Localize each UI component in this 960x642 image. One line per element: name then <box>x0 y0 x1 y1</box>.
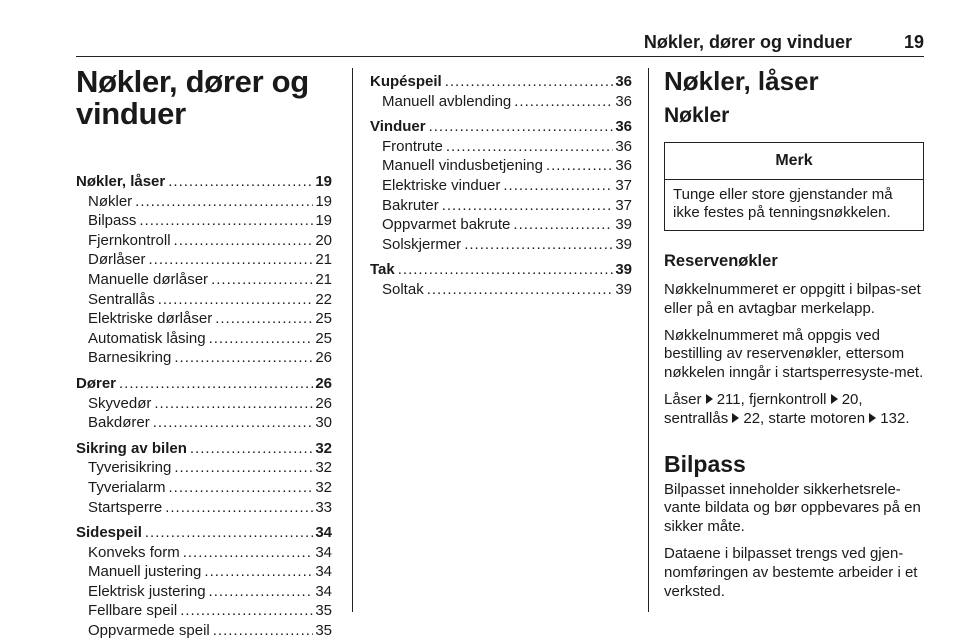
toc-entry-label: Fjernkontroll <box>88 231 171 249</box>
toc-entry <box>76 543 332 563</box>
toc-leader-dots <box>514 92 613 112</box>
toc-entry <box>76 270 332 290</box>
toc-entry-label: Manuell vindusbetjening <box>382 157 543 175</box>
toc-entry-page: 21 <box>315 270 332 288</box>
ref-page: 211, <box>716 390 745 408</box>
toc-leader-dots <box>169 478 314 498</box>
toc-entry-page: 25 <box>315 329 332 347</box>
toc-leader-dots <box>139 211 313 231</box>
chapter-title <box>76 66 332 130</box>
bilpass-heading: Bilpass <box>664 450 746 477</box>
toc-leader-dots <box>158 290 314 310</box>
toc-entry-label: Solskjermer <box>382 235 462 253</box>
toc-entry-label: Dørlåser <box>88 251 146 269</box>
toc-entry-page: 36 <box>615 73 632 90</box>
toc-leader-dots <box>135 192 313 212</box>
toc-entry-page: 32 <box>315 459 332 477</box>
toc-leader-dots <box>513 215 613 235</box>
toc-leader-dots <box>153 413 314 433</box>
toc-leader-dots <box>209 582 314 602</box>
toc-entry <box>76 348 332 368</box>
toc-entry-label: Skyvedør <box>88 394 152 412</box>
toc-entry-page: 36 <box>615 92 632 110</box>
toc-entry-label: Tak <box>370 261 395 279</box>
running-head <box>644 32 924 52</box>
chapter-title-line-1: Nøkler, dører og <box>76 64 309 99</box>
chapter-title-line-2: vinduer <box>76 96 186 131</box>
toc-entry-label: Nøkler <box>88 192 133 210</box>
header-rule <box>76 56 924 57</box>
page-ref-arrow-icon <box>869 413 876 423</box>
note-body: Tunge eller store gjenstander må ikke festes på tenningsnøkkelen. <box>673 186 893 221</box>
toc-leader-dots <box>503 176 613 196</box>
toc-entry-label: Sentrallås <box>88 290 155 308</box>
toc-entry-page: 32 <box>315 478 332 496</box>
toc-leader-dots <box>174 458 313 478</box>
toc-entry-page: 39 <box>615 216 632 234</box>
toc-entry <box>76 231 332 251</box>
toc-entry <box>76 413 332 433</box>
toc-entry <box>370 215 632 235</box>
toc-entry <box>370 280 632 300</box>
ref-page: 22, <box>743 409 765 427</box>
toc-leader-dots <box>165 498 313 518</box>
cross-references <box>664 391 928 429</box>
toc-leader-dots <box>427 280 614 300</box>
toc-entry-label: Dører <box>76 374 117 392</box>
ref-label: starte motoren <box>768 409 866 427</box>
toc-entry-page: 39 <box>615 261 632 279</box>
note-heading: Merk <box>665 143 923 180</box>
toc-entry <box>76 394 332 414</box>
reserve-keys-heading: Reservenøkler <box>664 252 778 270</box>
toc-entry-page: 36 <box>615 137 632 155</box>
toc-entry-label: Frontrute <box>382 137 443 155</box>
toc-entry-label: Sikring av bilen <box>76 439 187 457</box>
toc-entry <box>370 196 632 216</box>
toc-entry-label: Startsperre <box>88 498 163 516</box>
toc-entry-label: Bakdører <box>88 414 150 432</box>
toc-entry <box>76 309 332 329</box>
toc-entry-page: 22 <box>315 290 332 308</box>
toc-entry-page: 39 <box>615 235 632 253</box>
page-ref-arrow-icon <box>706 394 713 404</box>
toc-leader-dots <box>546 156 613 176</box>
toc-entry-page: 35 <box>315 622 332 640</box>
toc-entry-label: Bilpass <box>88 212 137 230</box>
toc-entry-label: Soltak <box>382 280 424 298</box>
toc-chapter-entry <box>76 523 332 543</box>
toc-leader-dots <box>209 329 314 349</box>
toc-entry-page: 37 <box>615 176 632 194</box>
toc-entry-label: Manuell avblending <box>382 92 512 110</box>
toc-entry-page: 34 <box>315 524 332 542</box>
toc-entry <box>76 562 332 582</box>
note-box <box>664 142 924 231</box>
section-title: Nøkler, låser <box>664 66 819 96</box>
toc-leader-dots <box>215 309 313 329</box>
toc-entry-page: 35 <box>315 602 332 620</box>
toc-leader-dots <box>398 260 614 280</box>
toc-entry <box>370 176 632 196</box>
toc-entry-page: 26 <box>315 394 332 412</box>
toc-entry-page: 34 <box>315 563 332 581</box>
toc-leader-dots <box>190 439 313 459</box>
running-head-title: Nøkler, dører og vinduer <box>643 32 852 52</box>
toc-entry-label: Oppvarmet bakrute <box>382 216 511 234</box>
toc-entry-label: Fellbare speil <box>88 602 178 620</box>
toc-leader-dots <box>145 523 313 543</box>
toc-chapter-entry <box>370 72 632 92</box>
toc-entry-label: Automatisk låsing <box>88 329 206 347</box>
toc-chapter-entry <box>370 260 632 280</box>
toc-entry-page: 36 <box>615 118 632 136</box>
toc-entry <box>370 92 632 112</box>
toc-entry-label: Nøkler, låser <box>76 173 166 190</box>
toc-entry-page: 37 <box>615 196 632 214</box>
toc-entry <box>76 601 332 621</box>
toc-entry <box>370 235 632 255</box>
toc-leader-dots <box>168 172 313 192</box>
toc-entry <box>370 137 632 157</box>
toc-entry-page: 19 <box>315 192 332 210</box>
page-ref-arrow-icon <box>732 413 739 423</box>
toc-entry-page: 26 <box>315 349 332 367</box>
content-column <box>664 66 928 601</box>
toc-entry <box>370 156 632 176</box>
table-of-contents-continued <box>370 72 632 300</box>
toc-entry-page: 20 <box>315 231 332 249</box>
toc-entry-label: Manuell justering <box>88 563 202 581</box>
toc-entry-label: Tyverialarm <box>88 478 166 496</box>
paragraph-bilpass: Bilpasset inneholder sikkerhetsrele-vante bildata og bør oppbevares på en sikker måte. <box>664 480 921 536</box>
toc-entry-label: Manuelle dørlåser <box>88 270 209 288</box>
ref-label: fjernkontroll <box>748 390 827 408</box>
toc-entry-label: Bakruter <box>382 196 439 214</box>
toc-entry-page: 34 <box>315 543 332 561</box>
paragraph-key-number: Nøkkelnummeret er oppgitt i bilpas-set eller på en avtagbar merkelapp. <box>664 281 921 317</box>
column-divider-1 <box>352 68 353 612</box>
toc-entry <box>76 498 332 518</box>
toc-entry-label: Elektriske vinduer <box>382 176 501 194</box>
toc-entry <box>76 582 332 602</box>
toc-entry-page: 30 <box>315 414 332 432</box>
toc-entry-label: Sidespeil <box>76 524 142 542</box>
toc-entry-page: 19 <box>315 173 332 190</box>
paragraph-reserve-order: Nøkkelnummeret må oppgis ved bestilling av reservenøkler, ettersom nøkkelen inngår i startsperresyste-met. <box>664 326 924 382</box>
ref-page: 132. <box>880 409 910 427</box>
toc-leader-dots <box>204 562 313 582</box>
toc-column-1 <box>76 66 332 641</box>
toc-entry-page: 32 <box>315 439 332 457</box>
ref-label: sentrallås <box>664 409 729 427</box>
toc-entry-label: Kupéspeil <box>370 73 442 90</box>
toc-entry <box>76 621 332 641</box>
toc-entry-page: 36 <box>615 157 632 175</box>
toc-chapter-entry <box>76 374 332 394</box>
paragraph-bilpass-data: Dataene i bilpasset trengs ved gjen-nomføringen av bestemte arbeider i et verksted. <box>664 544 918 600</box>
ref-label: Låser <box>664 390 702 408</box>
toc-chapter-entry <box>370 117 632 137</box>
toc-entry <box>76 458 332 478</box>
toc-entry <box>76 211 332 231</box>
toc-entry-label: Oppvarmede speil <box>88 622 210 640</box>
page-ref-arrow-icon <box>831 394 838 404</box>
toc-leader-dots <box>119 374 313 394</box>
page-number: 19 <box>903 32 924 52</box>
toc-leader-dots <box>154 394 313 414</box>
toc-leader-dots <box>446 137 613 157</box>
toc-entry <box>76 290 332 310</box>
toc-leader-dots <box>211 270 313 290</box>
toc-leader-dots <box>445 72 614 92</box>
subsection-title: Nøkler <box>664 104 730 127</box>
toc-leader-dots <box>174 231 314 251</box>
toc-entry-page: 33 <box>315 498 332 516</box>
ref-page: 20, <box>841 390 863 408</box>
toc-entry-page: 19 <box>315 212 332 230</box>
toc-entry-label: Konveks form <box>88 543 180 561</box>
toc-entry-page: 21 <box>315 251 332 269</box>
toc-leader-dots <box>174 348 313 368</box>
toc-entry-label: Tyverisikring <box>88 459 172 477</box>
toc-column-2 <box>370 66 632 300</box>
toc-leader-dots <box>213 621 314 641</box>
toc-entry-page: 26 <box>315 374 332 392</box>
toc-entry-page: 25 <box>315 310 332 328</box>
toc-leader-dots <box>442 196 614 216</box>
toc-entry-page: 39 <box>615 280 632 298</box>
toc-leader-dots <box>429 117 614 137</box>
toc-entry-label: Elektriske dørlåser <box>88 310 213 328</box>
toc-entry <box>76 250 332 270</box>
column-divider-2 <box>648 68 649 612</box>
toc-leader-dots <box>183 543 314 563</box>
toc-entry-label: Elektrisk justering <box>88 582 206 600</box>
toc-leader-dots <box>180 601 313 621</box>
toc-entry-label: Vinduer <box>370 118 426 136</box>
toc-entry <box>76 478 332 498</box>
toc-entry-label: Barnesikring <box>88 349 172 367</box>
toc-entry <box>76 192 332 212</box>
table-of-contents <box>76 172 332 641</box>
toc-chapter-entry <box>76 172 332 192</box>
toc-leader-dots <box>149 250 314 270</box>
toc-entry-page: 34 <box>315 582 332 600</box>
toc-leader-dots <box>464 235 613 255</box>
toc-chapter-entry <box>76 439 332 459</box>
toc-entry <box>76 329 332 349</box>
